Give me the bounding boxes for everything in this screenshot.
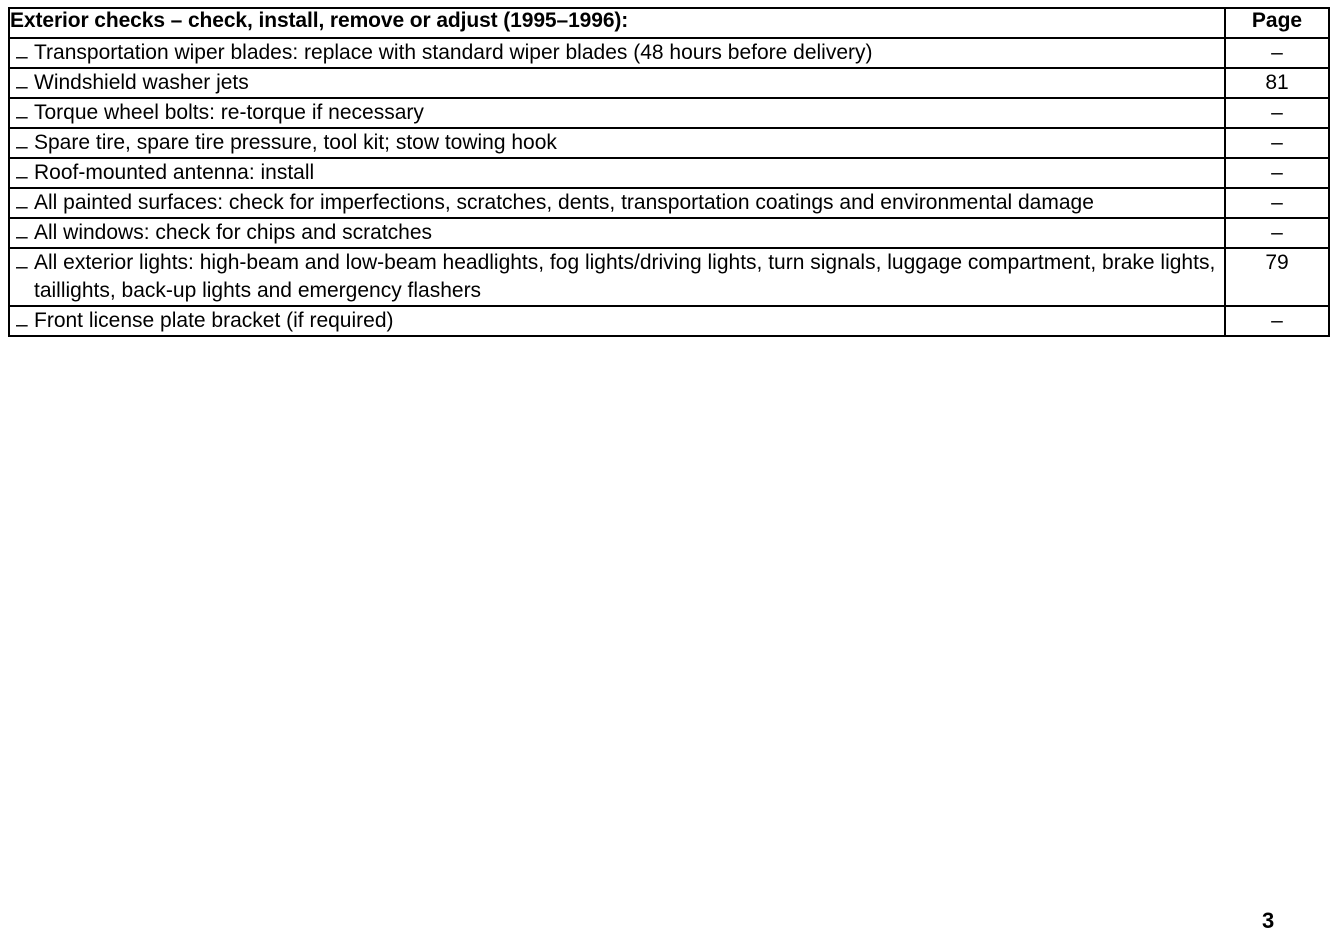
dash-bullet: – <box>16 313 28 336</box>
row-page-ref: – <box>1225 218 1329 248</box>
row-text: Spare tire, spare tire pressure, tool kit; stow towing hook <box>34 131 557 154</box>
table-header-row <box>9 8 1329 38</box>
row-page-ref: – <box>1225 128 1329 158</box>
row-text: All exterior lights: high-beam and low-beam headlights, fog lights/driving lights, turn signals, luggage compartment, brake lights, taillights, back-up lights and emergency flashers <box>34 251 1216 302</box>
row-description <box>9 306 1225 336</box>
row-text: Roof-mounted antenna: install <box>34 161 315 184</box>
row-page-ref: 79 <box>1225 248 1329 306</box>
row-text: Windshield washer jets <box>34 71 249 94</box>
page-column-header: Page <box>1225 8 1329 38</box>
row-description <box>9 188 1225 218</box>
row-page-ref: – <box>1225 38 1329 68</box>
table-row <box>9 248 1329 306</box>
row-description <box>9 158 1225 188</box>
row-text: All windows: check for chips and scratches <box>34 221 433 244</box>
row-text: Torque wheel bolts: re-torque if necessary <box>34 101 424 124</box>
row-text: Transportation wiper blades: replace with standard wiper blades (48 hours before delivery) <box>34 41 873 64</box>
dash-bullet: – <box>16 165 28 188</box>
row-description <box>9 248 1225 306</box>
row-page-ref: – <box>1225 306 1329 336</box>
dash-bullet: – <box>16 45 28 68</box>
dash-bullet: – <box>16 225 28 248</box>
table-title: Exterior checks – check, install, remove or adjust (1995–1996): <box>9 8 1225 38</box>
exterior-checks-table <box>8 7 1330 337</box>
row-text: All painted surfaces: check for imperfections, scratches, dents, transportation coatings and environmental damage <box>34 191 1094 214</box>
table-row <box>9 98 1329 128</box>
row-description <box>9 218 1225 248</box>
row-description <box>9 98 1225 128</box>
dash-bullet: – <box>16 255 28 278</box>
dash-bullet: – <box>16 195 28 218</box>
table-row <box>9 188 1329 218</box>
table-row <box>9 68 1329 98</box>
page-number: 3 <box>1262 908 1275 933</box>
row-text: Front license plate bracket (if required) <box>34 309 394 332</box>
row-description <box>9 68 1225 98</box>
table-row <box>9 306 1329 336</box>
row-description <box>9 38 1225 68</box>
table-row <box>9 218 1329 248</box>
table-row <box>9 38 1329 68</box>
row-page-ref: – <box>1225 188 1329 218</box>
table-row <box>9 158 1329 188</box>
row-page-ref: 81 <box>1225 68 1329 98</box>
table-row <box>9 128 1329 158</box>
row-description <box>9 128 1225 158</box>
dash-bullet: – <box>16 75 28 98</box>
dash-bullet: – <box>16 135 28 158</box>
row-page-ref: – <box>1225 158 1329 188</box>
row-page-ref: – <box>1225 98 1329 128</box>
dash-bullet: – <box>16 105 28 128</box>
